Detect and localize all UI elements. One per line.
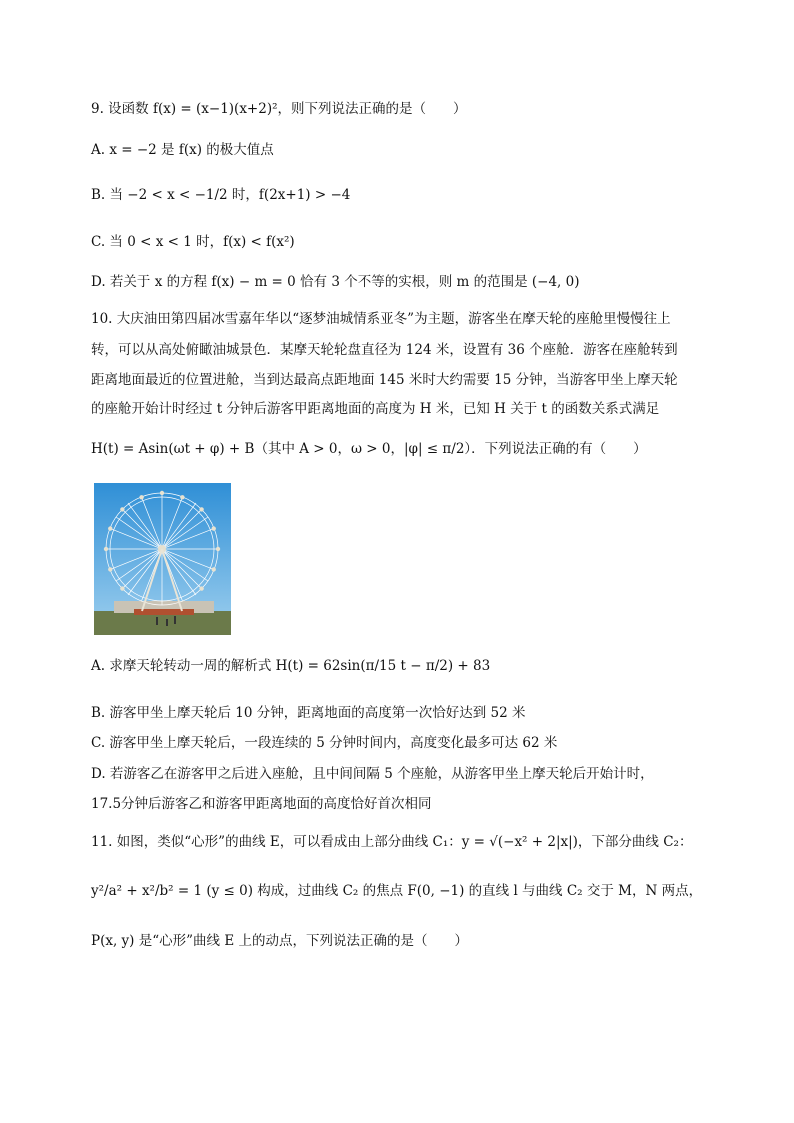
q10-option-b: B. 游客甲坐上摩天轮后 10 分钟，距离地面的高度第一次恰好达到 52 米 [91,705,526,721]
q10-option-d-line-2: 17.5分钟后游客乙和游客甲距离地面的高度恰好首次相同 [91,796,432,812]
q10-option-a: A. 求摩天轮转动一周的解析式 H(t) = 62sin(π/15 t − π/2) + 83 [91,658,491,674]
q10-line-2: 转，可以从高处俯瞰油城景色．某摩天轮轮盘直径为 124 米，设置有 36 个座舱．游客在座舱转到 [91,342,678,358]
q9-option-d: D. 若关于 x 的方程 f(x) − m = 0 恰有 3 个不等的实根，则 m 的范围是 (−4, 0) [91,274,580,290]
q10-line-4: 的座舱开始计时经过 t 分钟后游客甲距离地面的高度为 H 米，已知 H 关于 t 的函数关系式满足 [91,401,660,417]
q9-option-c: C. 当 0 < x < 1 时，f(x) < f(x²) [91,234,295,250]
q9-stem: 9. 设函数 f(x) = (x−1)(x+2)²，则下列说法正确的是（ ） [91,101,467,117]
q10-line-3: 距离地面最近的位置进舱，当到达最高点距地面 145 米时大约需要 15 分钟，当游客甲坐上摩天轮 [91,372,678,388]
ferris-wheel-photo [94,483,231,635]
q11-line-3: P(x, y) 是“心形”曲线 E 上的动点，下列说法正确的是（ ） [91,933,468,949]
q10-line-1: 10. 大庆油田第四届冰雪嘉年华以“逐梦油城情系亚冬”为主题，游客坐在摩天轮的座舱里慢慢往上 [91,311,671,327]
q9-option-b: B. 当 −2 < x < −1/2 时，f(2x+1) > −4 [91,187,351,203]
q9-option-a: A. x = −2 是 f(x) 的极大值点 [91,142,274,158]
q11-line-2: y²/a² + x²/b² = 1 (y ≤ 0) 构成，过曲线 C₂ 的焦点 F(0, −1) 的直线 l 与曲线 C₂ 交于 M，N 两点， [91,883,703,899]
q11-line-1: 11. 如图，类似“心形”的曲线 E，可以看成由上部分曲线 C₁：y = √(−x² + 2|x|)，下部分曲线 C₂： [91,834,693,850]
q10-line-5: H(t) = Asin(ωt + φ) + B（其中 A > 0，ω > 0，|φ| ≤ π/2）．下列说法正确的有（ ） [91,441,647,457]
q10-option-c: C. 游客甲坐上摩天轮后，一段连续的 5 分钟时间内，高度变化最多可达 62 米 [91,735,558,751]
q10-option-d-line-1: D. 若游客乙在游客甲之后进入座舱，且中间间隔 5 个座舱，从游客甲坐上摩天轮后开始计时， [91,766,654,782]
